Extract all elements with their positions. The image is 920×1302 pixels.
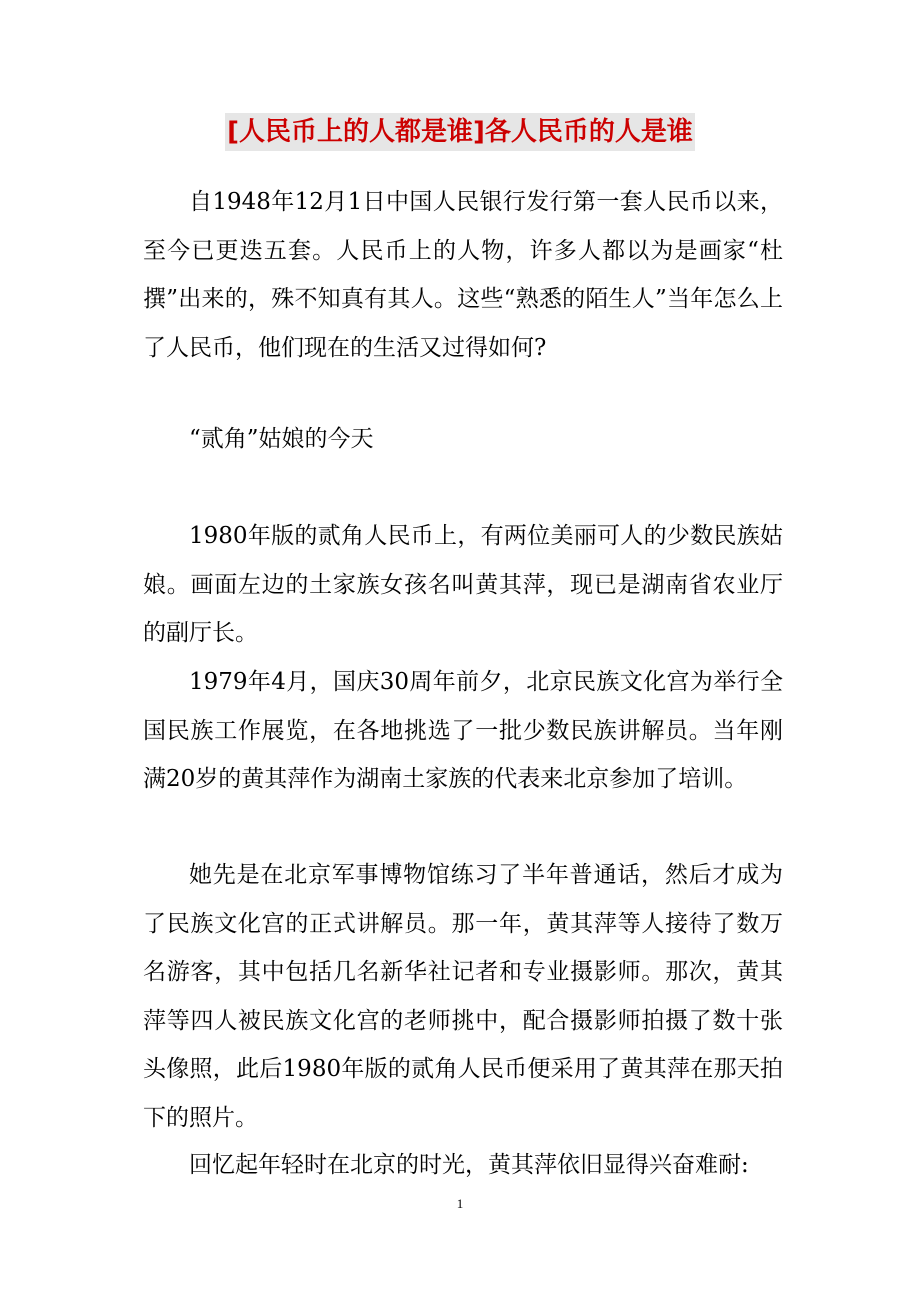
body-paragraph-3: 她先是在北京军事博物馆练习了半年普通话，然后才成为了民族文化宫的正式讲解员。那一年，黄其萍等人接待了数万名游客，其中包括几名新华社记者和专业摄影师。那次，黄其萍等四人被民族文化宫的老师挑中，配合摄影师拍摄了数十张头像照，此后1980年版的贰角人民币便采用了黄其萍在那天拍下的照片。 (143, 862, 783, 1131)
page-number: 1 (456, 1196, 464, 1211)
section-subheading: “贰角”姑娘的今天 (189, 426, 374, 452)
body-paragraph-4: 回忆起年轻时在北京的时光，黄其萍依旧显得兴奋难耐: (189, 1152, 749, 1178)
document-title: [人民币上的人都是谁]各人民币的人是谁 (225, 113, 695, 151)
title-container (0, 113, 920, 151)
body-paragraph-1: 1980年版的贰角人民币上，有两位美丽可人的少数民族姑娘。画面左边的土家族女孩名叫黄其萍，现已是湖南省农业厅的副厅长。 (143, 523, 783, 646)
intro-paragraph: 自1948年12月1日中国人民银行发行第一套人民币以来，至今已更迭五套。人民币上的人物，许多人都以为是画家“杜撰”出来的，殊不知真有其人。这些“熟悉的陌生人”当年怎么上了人民币，他们现在的生活又过得如何? (143, 189, 783, 361)
body-paragraph-2: 1979年4月，国庆30周年前夕，北京民族文化宫为举行全国民族工作展览，在各地挑选了一批少数民族讲解员。当年刚满20岁的黄其萍作为湖南土家族的代表来北京参加了培训。 (143, 669, 783, 792)
